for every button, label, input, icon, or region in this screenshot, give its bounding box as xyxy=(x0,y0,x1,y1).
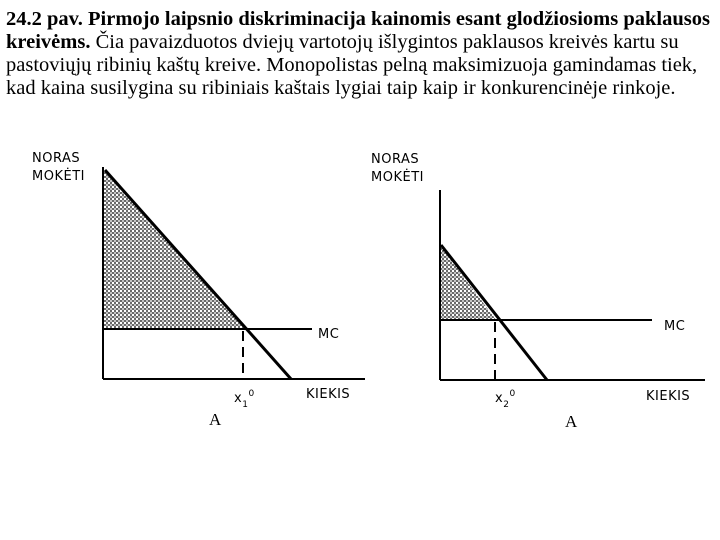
caption-text: Čia pavaizduotos dviejų vartotojų išlygintos paklausos kreivės kartu su pastoviųjų ribinių kaštų kreive. Monopolistas pelną maksimizuoja gamindamas tiek, kad kaina susilygina su ribiniais kaštais lygiai taip kaip ir konkurencinėje rinkoje. xyxy=(6,31,698,99)
panel-1-ylabel-line1: NORAS xyxy=(32,151,81,166)
panel-2-ylabel-line1: NORAS xyxy=(371,152,420,167)
panel-1 xyxy=(32,151,365,429)
panel-1-quantity-label: $x_1^0$ xyxy=(234,389,255,410)
panel-2-ylabel-line2: MOKĖTI xyxy=(371,170,424,185)
panel-2-mc-label: MC xyxy=(664,319,686,334)
caption-number: 24.2 pav. xyxy=(6,8,83,30)
panel-1-label: A xyxy=(209,410,222,429)
panel-2 xyxy=(371,152,705,431)
caption-title: Pirmojo laipsnio diskriminacija kainomis esant glodžiosioms paklausos kreivėms. xyxy=(6,8,710,53)
panel-1-ylabel-line2: MOKĖTI xyxy=(32,169,85,184)
panel-2-xlabel: KIEKIS xyxy=(646,389,691,404)
panel-2-quantity-label: $x_2^0$ xyxy=(495,389,516,410)
panel-2-label: A xyxy=(565,412,578,431)
panel-1-xlabel: KIEKIS xyxy=(306,387,351,402)
panel-1-mc-label: MC xyxy=(318,327,340,342)
